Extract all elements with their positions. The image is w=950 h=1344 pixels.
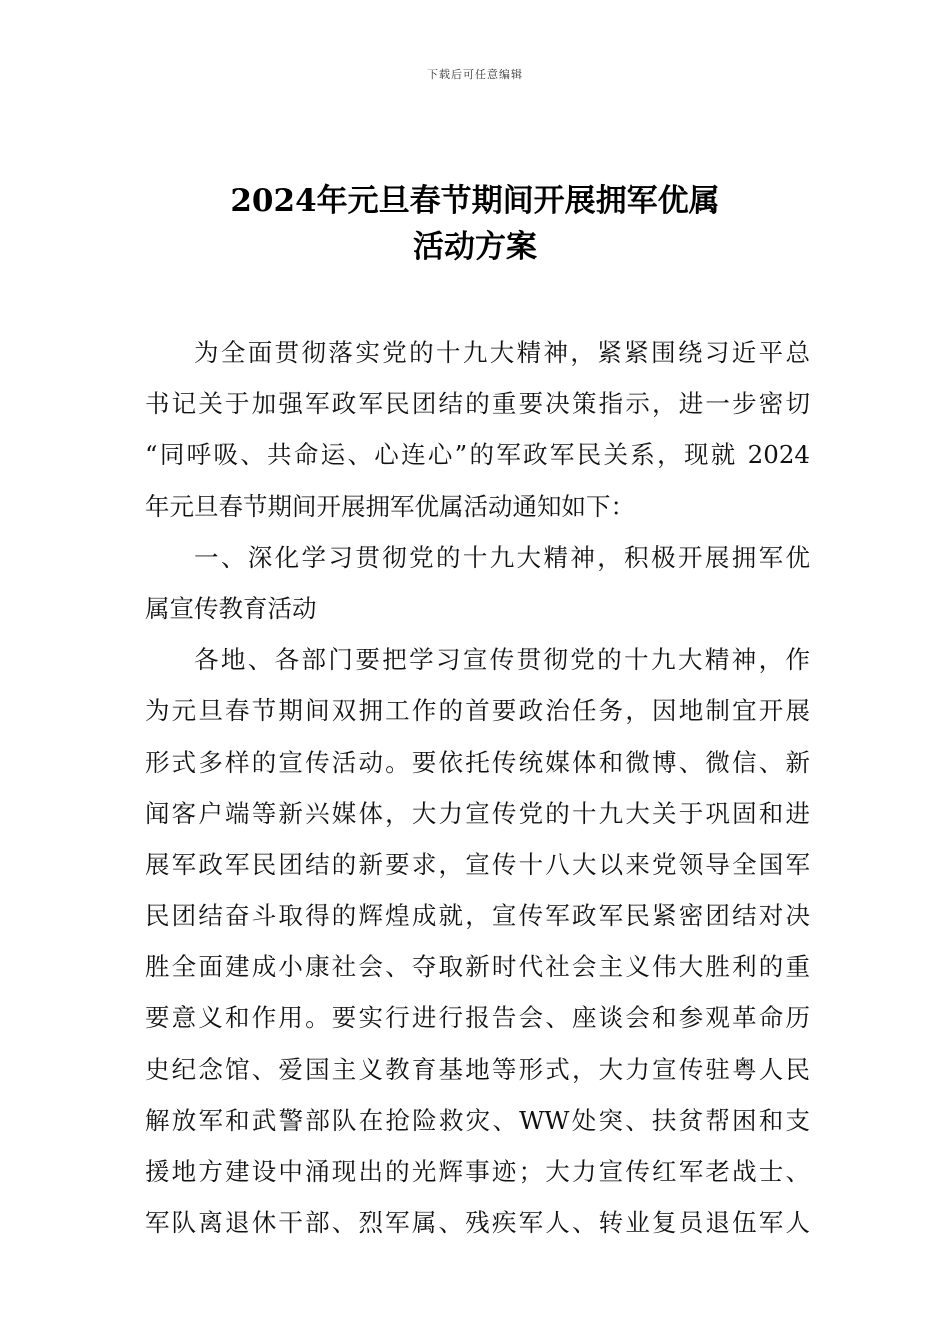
body-line: 书记关于加强军政军民团结的重要决策指示，进一步密切 [145, 389, 810, 419]
title-line-1: 2024年元旦春节期间开展拥军优属 [230, 183, 720, 219]
body-line: 形式多样的宣传活动。要依托传统媒体和微博、微信、新 [145, 747, 810, 777]
document-title [0, 178, 950, 270]
body-line: 解放军和武警部队在抢险救灾、WW处突、扶贫帮困和支 [145, 1105, 810, 1135]
body-line: “同呼吸、共命运、心连心”的军政军民关系，现就 2024 [145, 440, 810, 470]
body-line: 各地、各部门要把学习宣传贯彻党的十九大精神，作 [194, 645, 810, 675]
body-line: 一、深化学习贯彻党的十九大精神，积极开展拥军优 [194, 542, 810, 572]
body-line: 胜全面建成小康社会、夺取新时代社会主义伟大胜利的重 [145, 952, 810, 982]
header-note: 下载后可任意编辑 [427, 68, 523, 81]
body-line: 展军政军民团结的新要求，宣传十八大以来党领导全国军 [145, 849, 810, 879]
body-line: 史纪念馆、爱国主义教育基地等形式，大力宣传驻粤人民 [145, 1054, 810, 1084]
body-line: 民团结奋斗取得的辉煌成就，宣传军政军民紧密团结对决 [145, 901, 810, 931]
body-text [145, 327, 810, 1248]
body-line: 军队离退休干部、烈军属、残疾军人、转业复员退伍军人 [145, 1208, 810, 1238]
body-line: 援地方建设中涌现出的光辉事迹；大力宣传红军老战士、 [145, 1157, 810, 1186]
body-line: 要意义和作用。要实行进行报告会、座谈会和参观革命历 [145, 1003, 810, 1033]
title-line-2: 活动方案 [413, 229, 537, 265]
body-line: 闻客户端等新兴媒体，大力宣传党的十九大关于巩固和进 [145, 798, 810, 828]
body-line: 年元旦春节期间开展拥军优属活动通知如下： [145, 491, 635, 521]
body-line: 为元旦春节期间双拥工作的首要政治任务，因地制宜开展 [145, 696, 810, 726]
body-line: 为全面贯彻落实党的十九大精神，紧紧围绕习近平总 [194, 338, 810, 367]
body-line: 属宣传教育活动 [145, 593, 317, 623]
